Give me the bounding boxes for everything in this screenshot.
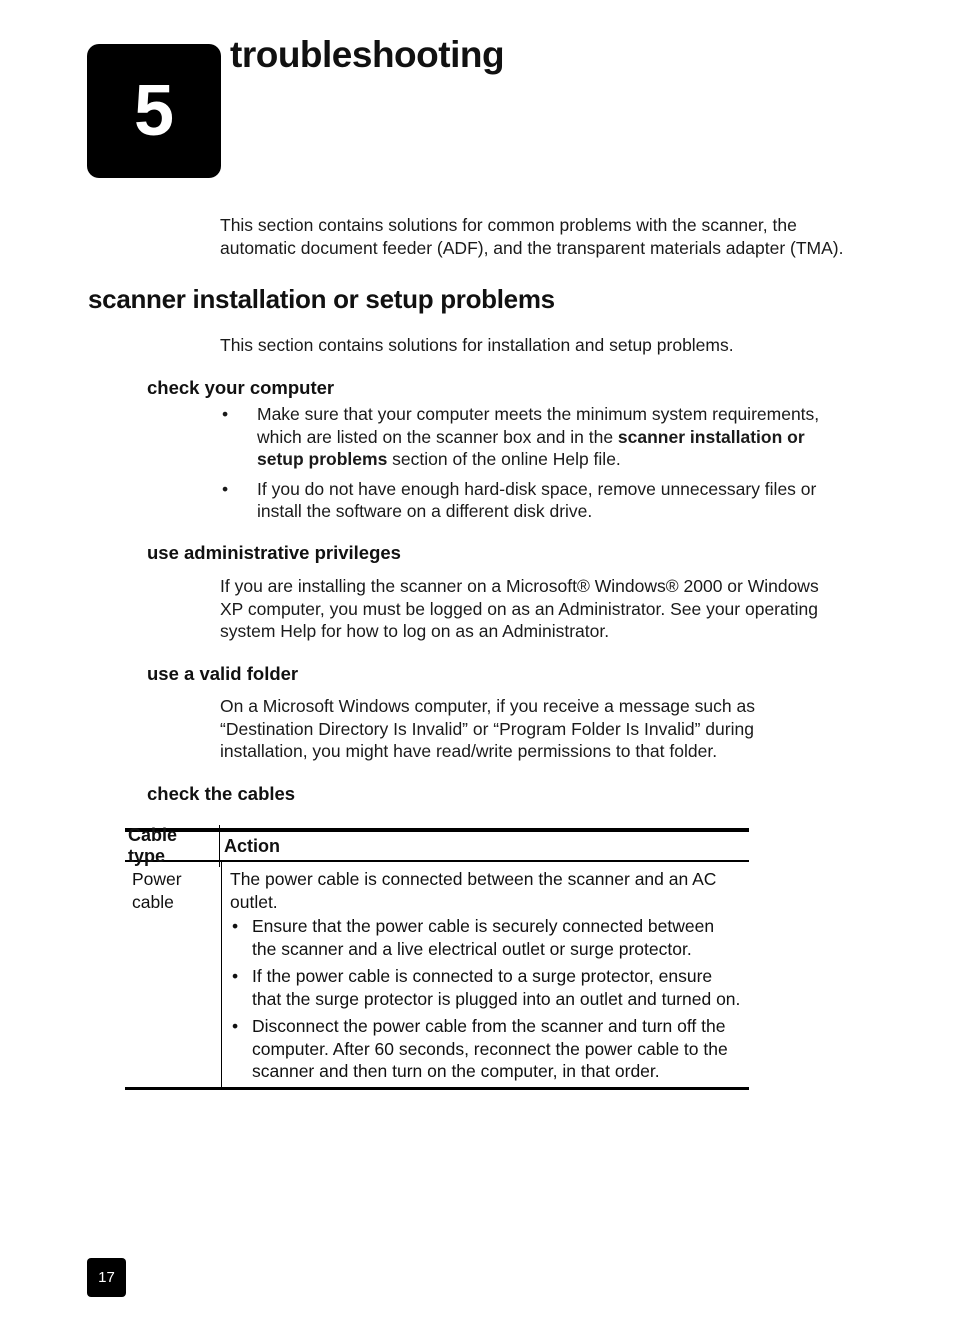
admin-heading: use administrative privileges (147, 542, 401, 563)
cable-table (125, 825, 749, 1090)
table-row (125, 862, 749, 1087)
folder-heading: use a valid folder (147, 663, 299, 684)
check-computer-list (220, 403, 830, 530)
action-list (230, 915, 741, 1083)
page-number-label: 17 (98, 1269, 115, 1286)
bullet-glyph: • (232, 1016, 239, 1036)
section-intro: This section contains solutions for installation and setup problems. (220, 335, 734, 355)
table-header-cable-type: Cable type (125, 825, 220, 867)
table-cell-action (222, 862, 749, 1087)
table-header-row (125, 825, 749, 866)
bullet-glyph: • (222, 478, 229, 499)
list-item-text: Ensure that the power cable is securely connected between the scanner and a live electrical outlet or surge protector. (252, 916, 715, 959)
list-item (220, 478, 830, 523)
list-item-text: If you do not have enough hard-disk space, remove unnecessary files or install the software on a different disk drive. (257, 478, 817, 521)
cables-heading: check the cables (147, 783, 296, 804)
chapter-number-badge (87, 44, 221, 178)
list-item-text: Make sure that your computer meets the minimum system requirements, which are listed on the scanner box and in the (257, 404, 820, 447)
section-heading: scanner installation or setup problems (88, 284, 555, 314)
bullet-glyph: • (232, 966, 239, 986)
list-item-text: If the power cable is connected to a surge protector, ensure that the surge protector is plugged into an outlet and turned on. (252, 966, 741, 1009)
chapter-number: 5 (133, 71, 175, 151)
list-item (230, 1015, 741, 1083)
table-cell-cable-type: Power cable (125, 862, 222, 1087)
chapter-intro: This section contains solutions for common problems with the scanner, the automatic document feeder (ADF), and the transparent materials adapter (TMA). (220, 215, 844, 258)
bullet-glyph: • (232, 916, 239, 936)
list-item-text: Disconnect the power cable from the scanner and turn off the computer. After 60 seconds, reconnect the power cable to the scanner and then turn on the computer, in that order. (252, 1016, 728, 1081)
check-computer-heading: check your computer (147, 377, 335, 398)
action-description: The power cable is connected between the scanner and an AC outlet. (230, 869, 717, 912)
table-header-action: Action (224, 835, 280, 856)
admin-text: If you are installing the scanner on a Microsoft® Windows® 2000 or Windows XP computer, you must be logged on as an Administrator. See your operating system Help for how to log on as an Administrator. (220, 576, 819, 641)
folder-text: On a Microsoft Windows computer, if you receive a message such as “Destination Directory Is Invalid” or “Program Folder Is Invalid” during installation, you might have read/write permissions to that folder. (220, 696, 755, 761)
list-item (230, 965, 741, 1010)
list-item (220, 403, 830, 471)
list-item (230, 915, 741, 960)
help-reference: scanner installation or setup problems (257, 426, 805, 469)
list-item-text: section of the online Help file. (387, 449, 621, 469)
page-number (87, 1258, 126, 1297)
bullet-glyph: • (222, 404, 229, 424)
chapter-title: troubleshooting (230, 34, 505, 75)
